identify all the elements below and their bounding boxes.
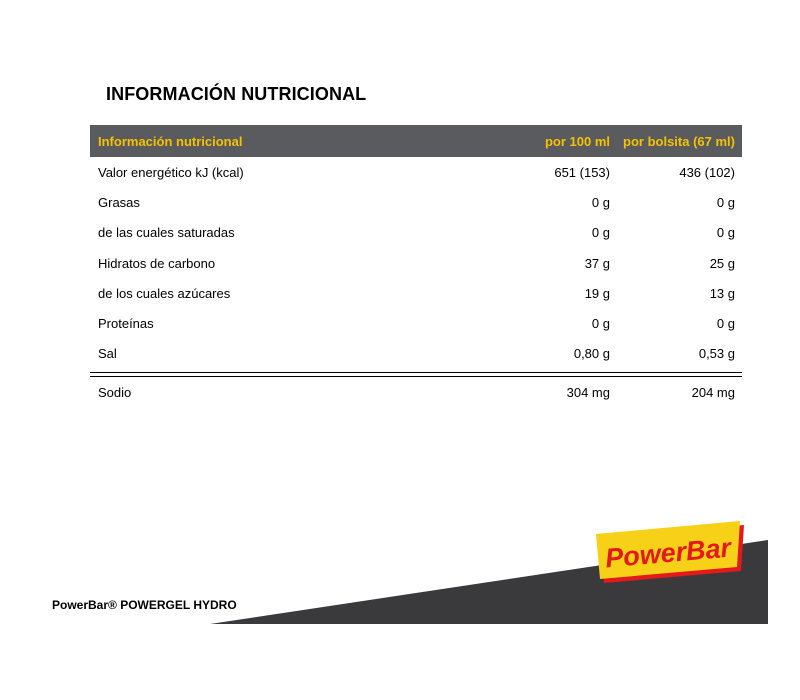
row-per-sachet: 0 g [716,316,735,332]
row-per100: 0,80 g [573,346,610,362]
header-per-sachet: por bolsita (67 ml) [623,133,735,149]
header-per-100ml: por 100 ml [544,133,610,149]
row-per100: 651 (153) [554,164,610,180]
row-label: Sodio [98,384,132,400]
logo-wordmark: PowerBar [603,532,733,574]
page-title: INFORMACIÓN NUTRICIONAL [106,84,367,104]
row-label: Sal [98,346,117,362]
row-per100: 19 g [584,285,610,301]
row-label: Valor energético kJ (kcal) [98,164,244,180]
row-per100: 0 g [591,316,610,332]
row-per-sachet: 13 g [709,285,735,301]
row-per100: 0 g [591,194,610,210]
row-per-sachet: 204 mg [691,384,735,400]
row-label: Grasas [98,194,140,210]
row-per-sachet: 0 g [716,194,735,210]
product-name: PowerBar® POWERGEL HYDRO [52,598,237,612]
row-per-sachet: 25 g [709,255,735,271]
row-per-sachet: 0,53 g [698,346,735,362]
row-label: Hidratos de carbono [98,255,216,271]
row-per-sachet: 436 (102) [679,164,735,180]
row-per-sachet: 0 g [716,225,735,241]
header-nutrition-info: Información nutricional [98,133,243,149]
row-per100: 37 g [584,255,610,271]
row-label: de las cuales saturadas [98,225,235,241]
row-label: Proteínas [98,316,154,332]
row-per100: 304 mg [566,384,610,400]
row-per100: 0 g [591,225,610,241]
row-label: de los cuales azúcares [98,285,231,301]
